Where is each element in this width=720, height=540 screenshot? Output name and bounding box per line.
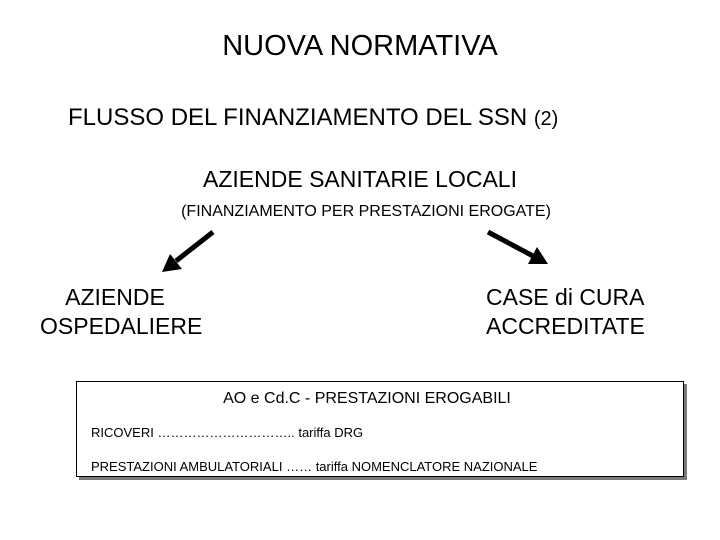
arrow-down-left-icon xyxy=(162,232,213,272)
row-value: tariffa NOMENCLATORE NAZIONALE xyxy=(315,459,538,474)
box-title: AO e Cd.C - PRESTAZIONI EROGABILI xyxy=(223,390,511,407)
left-node-line2: OSPEDALIERE xyxy=(40,313,203,339)
row-leader: ………………………….. xyxy=(157,425,295,440)
right-node xyxy=(486,283,645,341)
row-leader: …… xyxy=(286,459,313,474)
services-box xyxy=(76,381,684,477)
row-label: RICOVERI xyxy=(91,425,154,440)
source-note: (FINANZIAMENTO PER PRESTAZIONI EROGATE) xyxy=(181,203,551,220)
box-row xyxy=(91,459,537,474)
subtitle-suffix: (2) xyxy=(533,108,559,130)
right-node-line2: ACCREDITATE xyxy=(486,313,645,339)
right-node-line1: CASE di CURA xyxy=(486,284,645,310)
arrow-down-right-icon xyxy=(488,232,548,264)
left-node xyxy=(40,283,203,341)
slide-title: NUOVA NORMATIVA xyxy=(222,30,498,62)
source-node: AZIENDE SANITARIE LOCALI xyxy=(203,166,517,192)
box-row xyxy=(91,425,363,440)
left-node-line1: AZIENDE xyxy=(65,284,165,310)
subtitle-text: FLUSSO DEL FINANZIAMENTO DEL SSN xyxy=(68,104,528,131)
row-label: PRESTAZIONI AMBULATORIALI xyxy=(91,459,283,474)
row-value: tariffa DRG xyxy=(298,425,364,440)
